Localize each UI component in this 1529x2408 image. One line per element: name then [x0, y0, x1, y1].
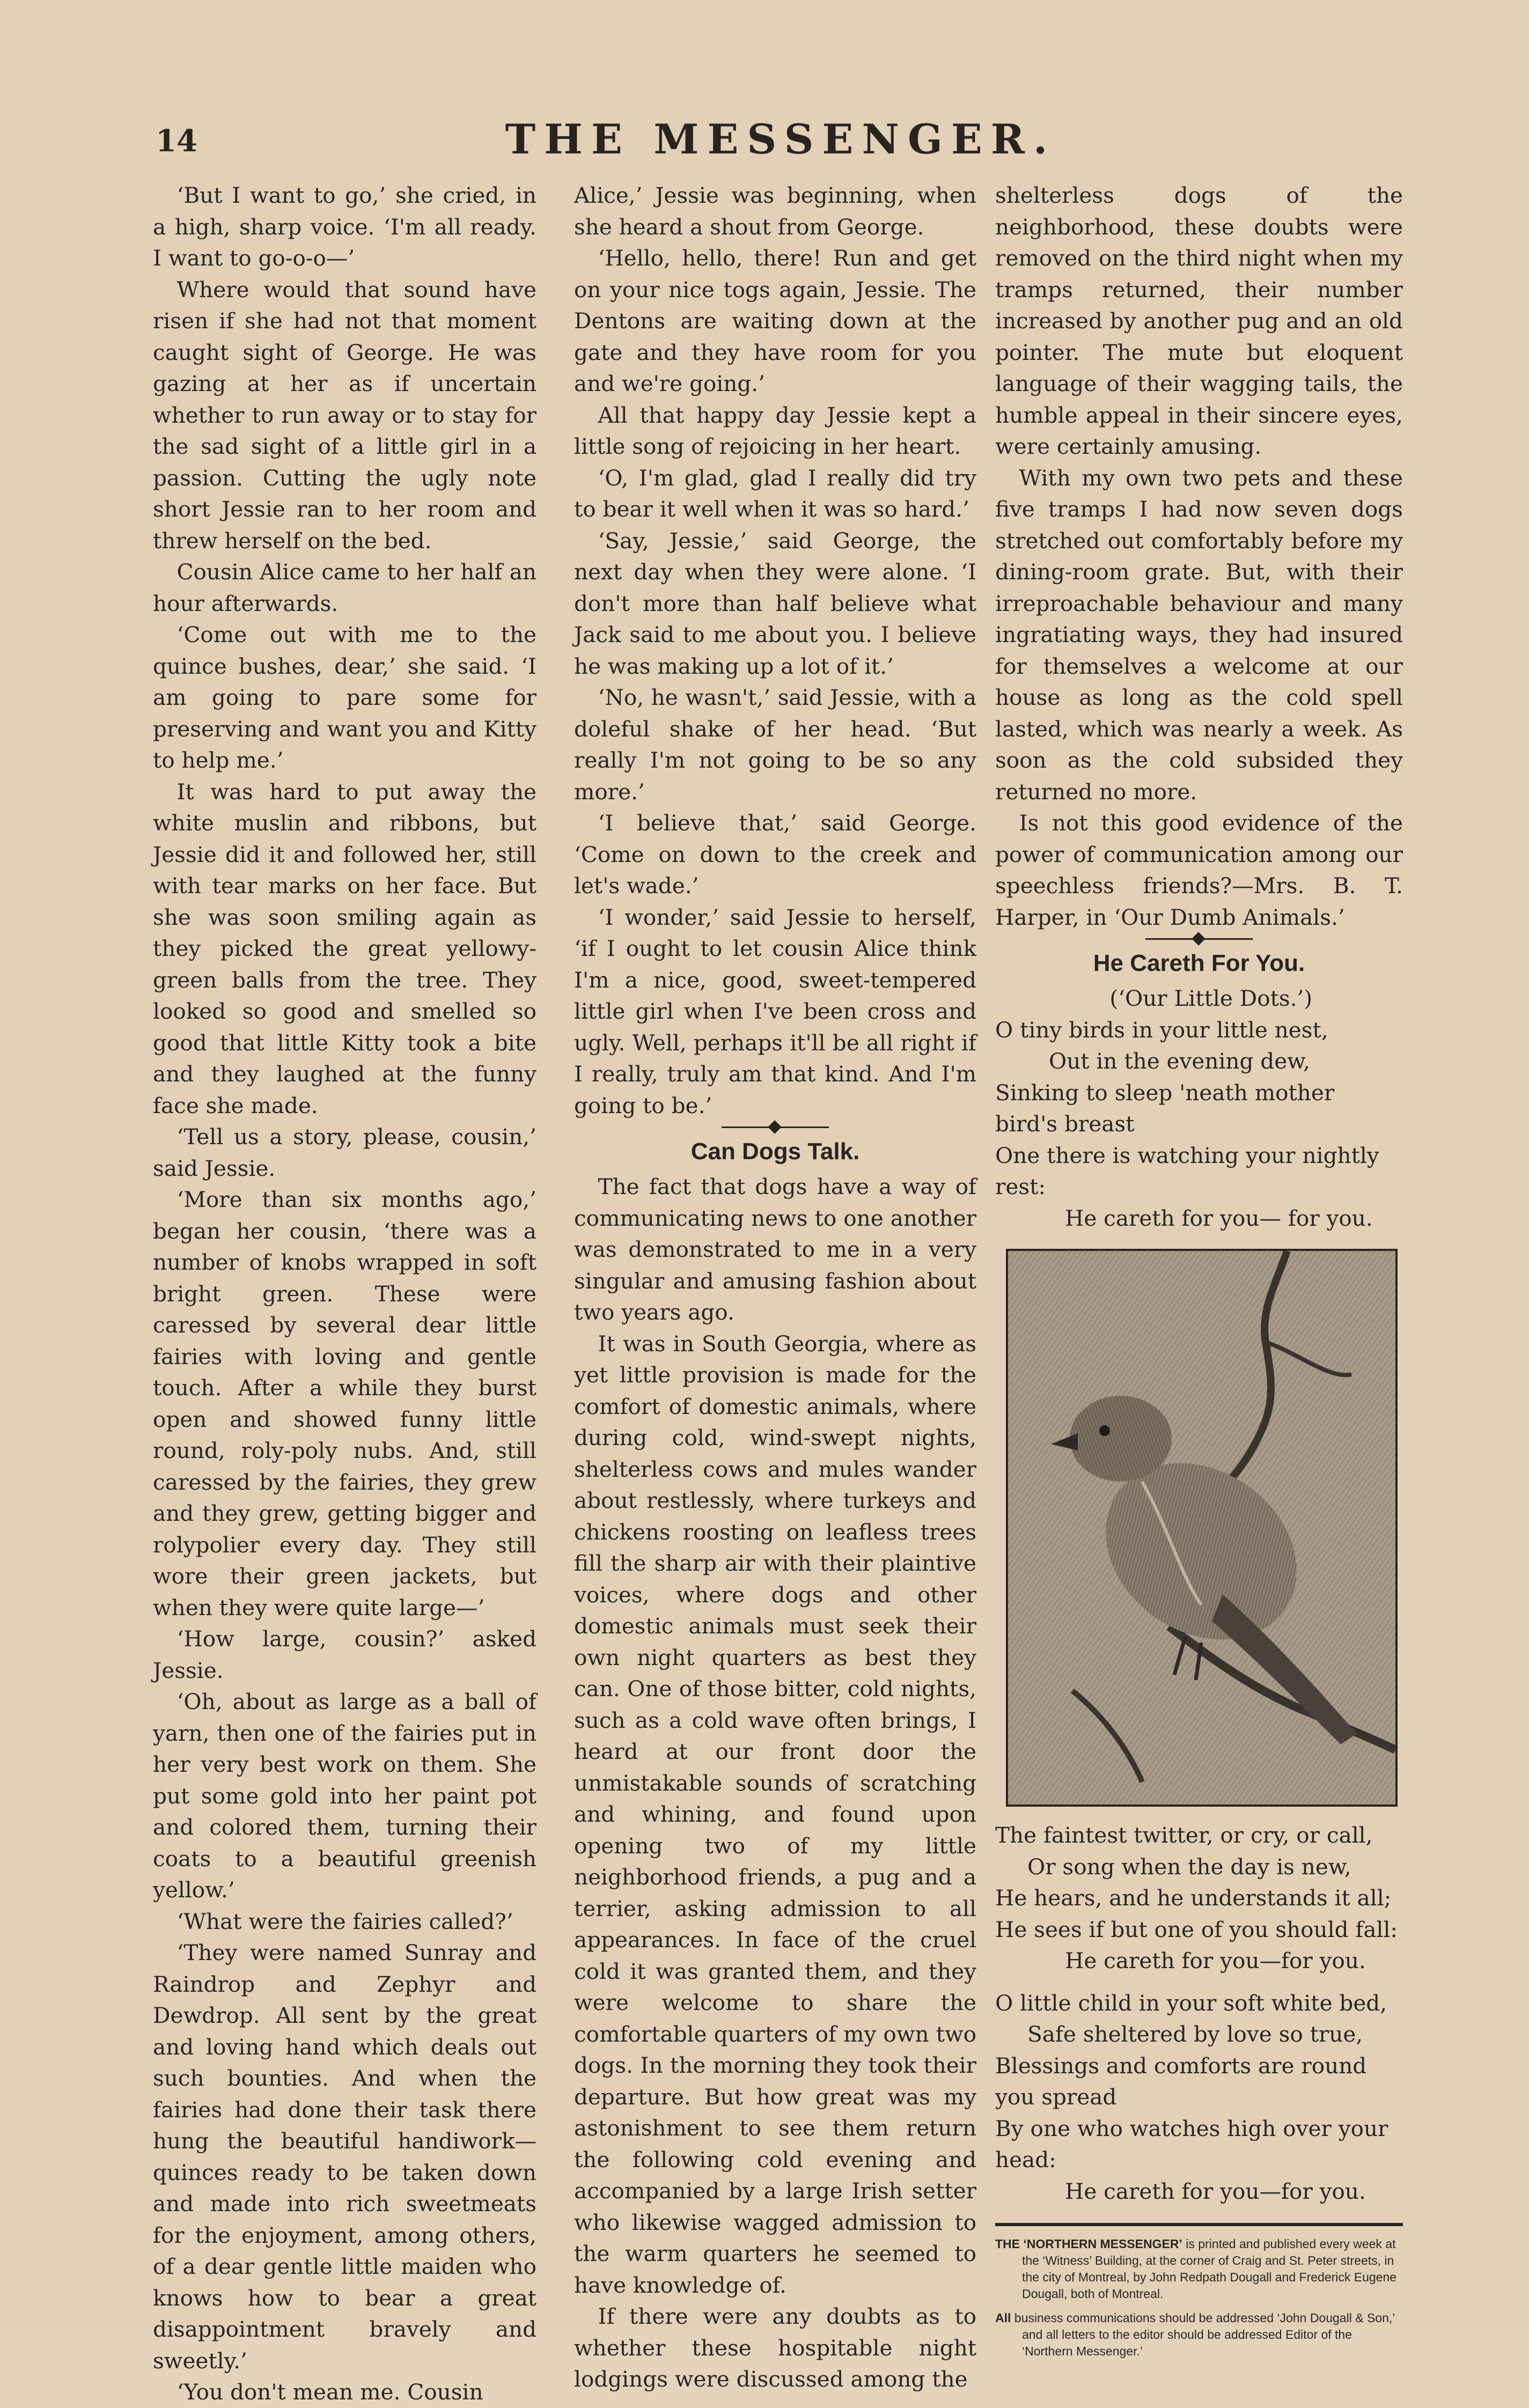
story-paragraph: ‘Come out with me to the quince bushes, dear,’ she said. ‘I am going to pare some for preserving and want you and Kitty to help me.’: [153, 622, 536, 773]
footer-divider: [995, 2223, 1403, 2226]
article-paragraph: shelterless dogs of the neighborhood, these doubts were removed on the third night when my tramps returned, their number increased by another pug and an old pointer. The mute but eloquent language of their wagging tails, the humble appeal in their sincere eyes, were certainly amusing.: [995, 182, 1403, 459]
story-paragraph: ‘Hello, hello, there! Run and get on your nice togs again, Jessie. The Dentons are waiting down at the gate and they have room for you and we're going.’: [574, 245, 976, 396]
poem-line: Blessings and comforts are round you spread: [995, 2052, 1367, 2110]
story-paragraph: ‘Oh, about as large as a ball of yarn, then one of the fairies put in her very best work on them. She put some gold into her paint pot and colored them, turning their coats to a beautiful greenish yellow.’: [153, 1689, 536, 1903]
story-paragraph: ‘O, I'm glad, glad I really did try to bear it well when it was so hard.’: [574, 465, 976, 522]
poem-line: Sinking to sleep 'neath mother bird's breast: [995, 1079, 1335, 1137]
page-number: 14: [156, 123, 197, 159]
poem-line: By one who watches high over your head:: [995, 2115, 1388, 2173]
imprint-lead: THE ‘NORTHERN MESSENGER’: [995, 2237, 1182, 2251]
article-paragraph: With my own two pets and these five tramps I had now seven dogs stretched out comfortably before my dining-room grate. But, with their irreproachable behaviour and many ingratiating ways, they had insured for themselves a welcome at our house as long as the cold spell lasted, which was nearly a week. As soon as the cold subsided they returned no more.: [995, 465, 1403, 805]
poem-line: He sees if but one of you should fall:: [995, 1916, 1398, 1942]
imprint-text: business communications should be addressed ‘John Dougall & Son,’ and all letters to the editor should be addressed Editor of the ‘Northern Messenger.’: [1011, 2311, 1395, 2358]
story-paragraph: ‘What were the fairies called?’: [177, 1908, 513, 1934]
poem-source: (‘Our Little Dots.’): [1109, 985, 1313, 1011]
story-paragraph: ‘I believe that,’ said George. ‘Come on down to the creek and let's wade.’: [574, 810, 976, 899]
story-paragraph: Where would that sound have risen if she had not that moment caught sight of George. He was gazing at her as if uncertain whether to run away or to stay for the sad sight of a little girl in a passion. Cutting the ugly note short Jessie ran to her room and threw herself on the bed.: [153, 276, 536, 554]
poem-line: O little child in your soft white bed,: [995, 1990, 1387, 2016]
poem-line: He hears, and he understands it all;: [995, 1885, 1392, 1911]
publisher-imprint: [995, 2236, 1403, 2360]
poem-stanza: [995, 1014, 1403, 1234]
story-paragraph: Alice,’ Jessie was beginning, when she heard a shout from George.: [574, 182, 976, 240]
poem-line: The faintest twitter, or cry, or call,: [995, 1822, 1373, 1848]
story-paragraph: ‘Tell us a story, please, cousin,’ said Jessie.: [153, 1124, 536, 1181]
article-paragraph: Is not this good evidence of the power of communication among our speechless friends?—Mrs. B. T. Harper, in ‘Our Dumb Animals.’: [995, 810, 1403, 930]
poem-line: He careth for you—for you.: [1065, 2178, 1366, 2204]
column-2: [574, 180, 976, 2395]
poem-line: Safe sheltered by love so true,: [1027, 2021, 1363, 2047]
section-divider: [722, 1126, 829, 1128]
poem-stanza: [995, 1987, 1403, 2207]
article-paragraph: It was in South Georgia, where as yet little provision is made for the comfort of domestic animals, where during cold, wind-swept nights, shelterless cows and mules wander about restlessly, where turkeys and chickens roosting on leafless trees fill the sharp air with their plaintive voices, where dogs and other domestic animals must seek their own night quarters as best they can. One of those bitter, cold nights, such as a cold wave often brings, I heard at our front door the unmistakable sounds of scratching and whining, and found upon opening two of my little neighborhood friends, a pug and a terrier, asking admission to all appearances. In face of the cruel cold it was granted them, and they were welcome to share the comfortable quarters of my own two dogs. In the morning they took their departure. But how great was my astonishment to see them return the following cold evening and accompanied by a large Irish setter who likewise wagged admission to the warm quarters he seemed to have knowledge of.: [574, 1330, 976, 2298]
poem-line: O tiny birds in your little nest,: [995, 1017, 1328, 1043]
poem-line: He careth for you—for you.: [1065, 1948, 1366, 1973]
poem-line: Out in the evening dew,: [1049, 1048, 1310, 1074]
masthead-title: THE MESSENGER.: [505, 115, 1056, 163]
article-title: Can Dogs Talk.: [690, 1138, 860, 1165]
story-paragraph: ‘No, he wasn't,’ said Jessie, with a doleful shake of her head. ‘But really I'm not going to be so any more.’: [574, 684, 976, 805]
poem-line: He careth for you— for you.: [1065, 1205, 1373, 1231]
story-paragraph: All that happy day Jessie kept a little song of rejoicing in her heart.: [574, 402, 976, 459]
poem-title: He Careth For You.: [1093, 950, 1305, 976]
column-3: [995, 180, 1403, 2367]
bird-on-branch-icon: [1008, 1251, 1395, 1805]
story-paragraph: ‘More than six months ago,’ began her cousin, ‘there was a number of knobs wrapped in soft bright green. These were caressed by several dear little fairies with loving and gentle touch. After a while they burst open and showed funny little round, roly-poly nubs. And, still caressed by the fairies, they grew and they grew, getting bigger and rolypolier every day. They still wore their green jackets, but when they were quite large—’: [153, 1187, 536, 1621]
imprint-text: is printed and published every week at the ‘Witness’ Building, at the corner of Craig and St. Peter streets, in the city of Montreal, by John Redpath Dougall and Frederick Eugene Dougall, both of Montreal.: [1022, 2237, 1397, 2301]
story-paragraph: ‘But I want to go,’ she cried, in a high, sharp voice. ‘I'm all ready. I want to go-o-o—’: [153, 182, 536, 271]
section-divider: [1145, 938, 1253, 940]
story-paragraph: ‘Say, Jessie,’ said George, the next day when they were alone. ‘I don't more than half believe what Jack said to me about you. I believe he was making up a lot of it.’: [574, 527, 976, 679]
column-1: [153, 180, 536, 2408]
imprint-line: [995, 2236, 1403, 2302]
story-paragraph: It was hard to put away the white muslin and ribbons, but Jessie did it and followed her, still with tear marks on her face. But she was soon smiling again as they picked the great yellowy-green balls from the tree. They looked so good and smelled so good that little Kitty took a bite and they laughed at the funny face she made.: [153, 778, 536, 1118]
page-header: [156, 113, 1406, 172]
story-paragraph: Cousin Alice came to her half an hour afterwards.: [153, 559, 536, 616]
article-paragraph: The fact that dogs have a way of communicating news to one another was demonstrated to me in a very singular and amusing fashion about two years ago.: [574, 1174, 976, 1325]
bird-illustration: [1006, 1249, 1398, 1807]
story-paragraph: ‘They were named Sunray and Raindrop and Zephyr and Dewdrop. All sent by the great and loving hand which deals out such bounties. And when the fairies had done their task there hung the beautiful handiwork—quinces ready to be taken down and made into rich sweetmeats for the enjoyment, among others, of a dear gentle little maiden who knows how to bear a great disappointment bravely and sweetly.’: [153, 1940, 536, 2374]
imprint-line: [995, 2310, 1403, 2360]
imprint-lead: All: [995, 2311, 1011, 2325]
story-paragraph: ‘You don't mean me. Cousin: [177, 2379, 483, 2405]
story-paragraph: ‘How large, cousin?’ asked Jessie.: [153, 1626, 536, 1683]
poem-stanza: [995, 1820, 1403, 1977]
poem-line: One there is watching your nightly rest:: [995, 1142, 1379, 1199]
story-paragraph: ‘I wonder,’ said Jessie to herself, ‘if I ought to let cousin Alice think I'm a nice, good, sweet-tempered little girl when I've been cross and ugly. Well, perhaps it'll be all right if I really, truly am that kind. And I'm going to be.’: [574, 904, 976, 1118]
article-paragraph: If there were any doubts as to whether these hospitable night lodgings were discussed among the: [574, 2303, 976, 2392]
poem-line: Or song when the day is new,: [1027, 1853, 1351, 1880]
